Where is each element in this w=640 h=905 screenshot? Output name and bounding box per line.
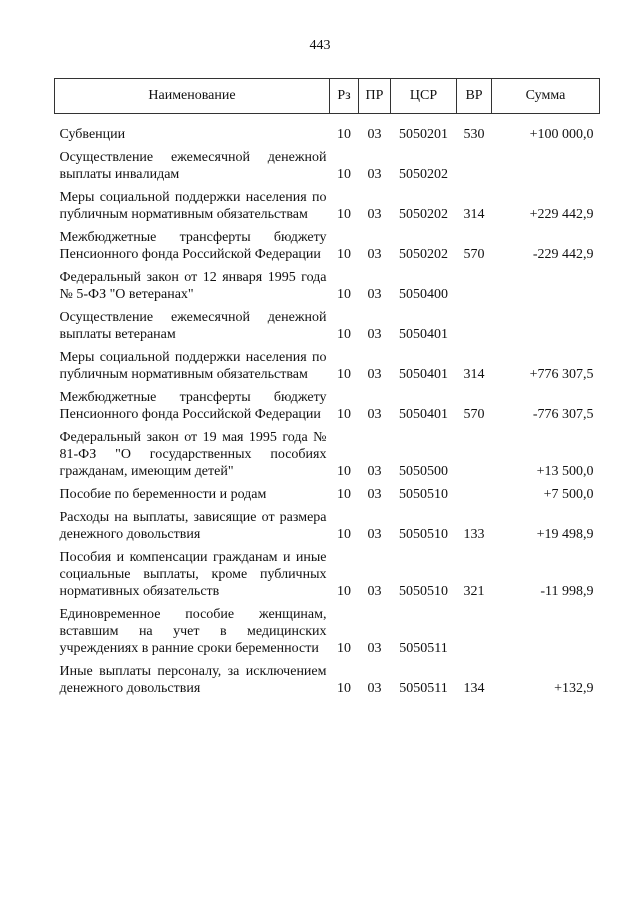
row-rz: 10: [337, 527, 351, 542]
table-row: [55, 383, 600, 423]
row-name: Федеральный закон от 19 мая 1995 года № 81-ФЗ "О государственных пособиях гражданам, имеющим детей": [59, 430, 327, 479]
table-row: [55, 143, 600, 183]
row-vr: 314: [463, 207, 485, 222]
table-row: [55, 303, 600, 343]
row-sum: +229 442,9: [529, 207, 594, 222]
row-name: Осуществление ежемесячной денежной выплаты инвалидам: [59, 150, 327, 182]
row-sum: +19 498,9: [536, 527, 594, 542]
row-csr: 5050510: [399, 584, 448, 599]
row-csr: 5050510: [399, 487, 448, 502]
row-name: Единовременное пособие женщинам, вставшим на учет в медицинских учреждениях в ранние сроки беременности: [59, 607, 327, 656]
row-sum: +7 500,0: [543, 487, 594, 502]
row-pr: 03: [367, 681, 382, 696]
table-row: [55, 343, 600, 383]
row-pr: 03: [367, 527, 382, 542]
row-csr: 5050401: [399, 367, 448, 382]
row-pr: 03: [367, 641, 382, 656]
header-sum: Сумма: [492, 79, 600, 114]
row-sum: [492, 303, 600, 343]
row-csr: 5050201: [399, 127, 448, 142]
row-name: Расходы на выплаты, зависящие от размера денежного довольствия: [59, 510, 327, 542]
row-csr: 5050511: [399, 681, 448, 696]
table-row: [55, 600, 600, 657]
page-number: 443: [309, 38, 331, 53]
row-vr: [457, 303, 492, 343]
row-rz: 10: [337, 167, 351, 182]
row-sum: +100 000,0: [529, 127, 594, 142]
table-row: [55, 120, 600, 143]
row-name: Меры социальной поддержки населения по публичным нормативным обязательствам: [59, 350, 327, 382]
row-rz: 10: [337, 327, 351, 342]
row-vr: 134: [463, 681, 485, 696]
row-vr: 321: [463, 584, 485, 599]
header-csr: ЦСР: [391, 79, 457, 114]
row-sum: +13 500,0: [536, 464, 594, 479]
header-vr: ВР: [457, 79, 492, 114]
row-name: Межбюджетные трансферты бюджету Пенсионного фонда Российской Федерации: [59, 390, 327, 422]
row-vr: [457, 423, 492, 480]
table-header-row: [55, 79, 600, 114]
row-sum: +132,9: [554, 681, 594, 696]
row-pr: 03: [367, 487, 382, 502]
row-pr: 03: [367, 287, 382, 302]
table-row: [55, 223, 600, 263]
row-pr: 03: [367, 464, 382, 479]
row-vr: 570: [463, 407, 485, 422]
row-name: Осуществление ежемесячной денежной выплаты ветеранам: [59, 310, 327, 342]
table-row: [55, 480, 600, 503]
row-pr: 03: [367, 327, 382, 342]
row-csr: 5050511: [399, 641, 448, 656]
row-rz: 10: [337, 641, 351, 656]
row-csr: 5050202: [399, 167, 448, 182]
row-name: Межбюджетные трансферты бюджету Пенсионного фонда Российской Федерации: [59, 230, 327, 262]
table-row: [55, 543, 600, 600]
row-pr: 03: [367, 207, 382, 222]
row-vr: 133: [463, 527, 485, 542]
row-name: Субвенции: [59, 127, 126, 142]
row-sum: [492, 263, 600, 303]
row-csr: 5050500: [399, 464, 448, 479]
row-sum: -776 307,5: [532, 407, 594, 422]
row-rz: 10: [337, 247, 351, 262]
row-vr: 314: [463, 367, 485, 382]
row-csr: 5050510: [399, 527, 448, 542]
header-rz: Рз: [330, 79, 359, 114]
row-sum: -229 442,9: [532, 247, 594, 262]
row-csr: 5050401: [399, 407, 448, 422]
row-rz: 10: [337, 584, 351, 599]
row-vr: 570: [463, 247, 485, 262]
table-row: [55, 657, 600, 697]
row-pr: 03: [367, 584, 382, 599]
row-csr: 5050202: [399, 207, 448, 222]
table-row: [55, 503, 600, 543]
row-vr: [457, 263, 492, 303]
row-rz: 10: [337, 367, 351, 382]
row-sum: -11 998,9: [540, 584, 594, 599]
row-pr: 03: [367, 367, 382, 382]
row-rz: 10: [337, 407, 351, 422]
row-pr: 03: [367, 407, 382, 422]
row-name: Меры социальной поддержки населения по публичным нормативным обязательствам: [59, 190, 327, 222]
row-csr: 5050400: [399, 287, 448, 302]
row-pr: 03: [367, 247, 382, 262]
row-vr: [457, 143, 492, 183]
row-rz: 10: [337, 464, 351, 479]
header-name: Наименование: [55, 79, 330, 114]
row-vr: [457, 600, 492, 657]
row-vr: [457, 480, 492, 503]
row-rz: 10: [337, 487, 351, 502]
table-row: [55, 423, 600, 480]
row-csr: 5050202: [399, 247, 448, 262]
row-rz: 10: [337, 127, 351, 142]
budget-table: [54, 78, 600, 697]
row-pr: 03: [367, 167, 382, 182]
row-rz: 10: [337, 287, 351, 302]
row-sum: [492, 600, 600, 657]
row-name: Пособие по беременности и родам: [59, 487, 267, 502]
row-name: Федеральный закон от 12 января 1995 года № 5-ФЗ "О ветеранах": [59, 270, 327, 302]
row-csr: 5050401: [399, 327, 448, 342]
row-rz: 10: [337, 681, 351, 696]
row-pr: 03: [367, 127, 382, 142]
row-rz: 10: [337, 207, 351, 222]
row-sum: [492, 143, 600, 183]
row-name: Иные выплаты персоналу, за исключением денежного довольствия: [59, 664, 327, 696]
header-pr: ПР: [359, 79, 391, 114]
table-body: [55, 114, 600, 698]
row-vr: 530: [463, 127, 485, 142]
row-sum: +776 307,5: [529, 367, 594, 382]
row-name: Пособия и компенсации гражданам и иные социальные выплаты, кроме публичных нормативных обязательств: [59, 550, 327, 599]
table-row: [55, 263, 600, 303]
table-row: [55, 183, 600, 223]
